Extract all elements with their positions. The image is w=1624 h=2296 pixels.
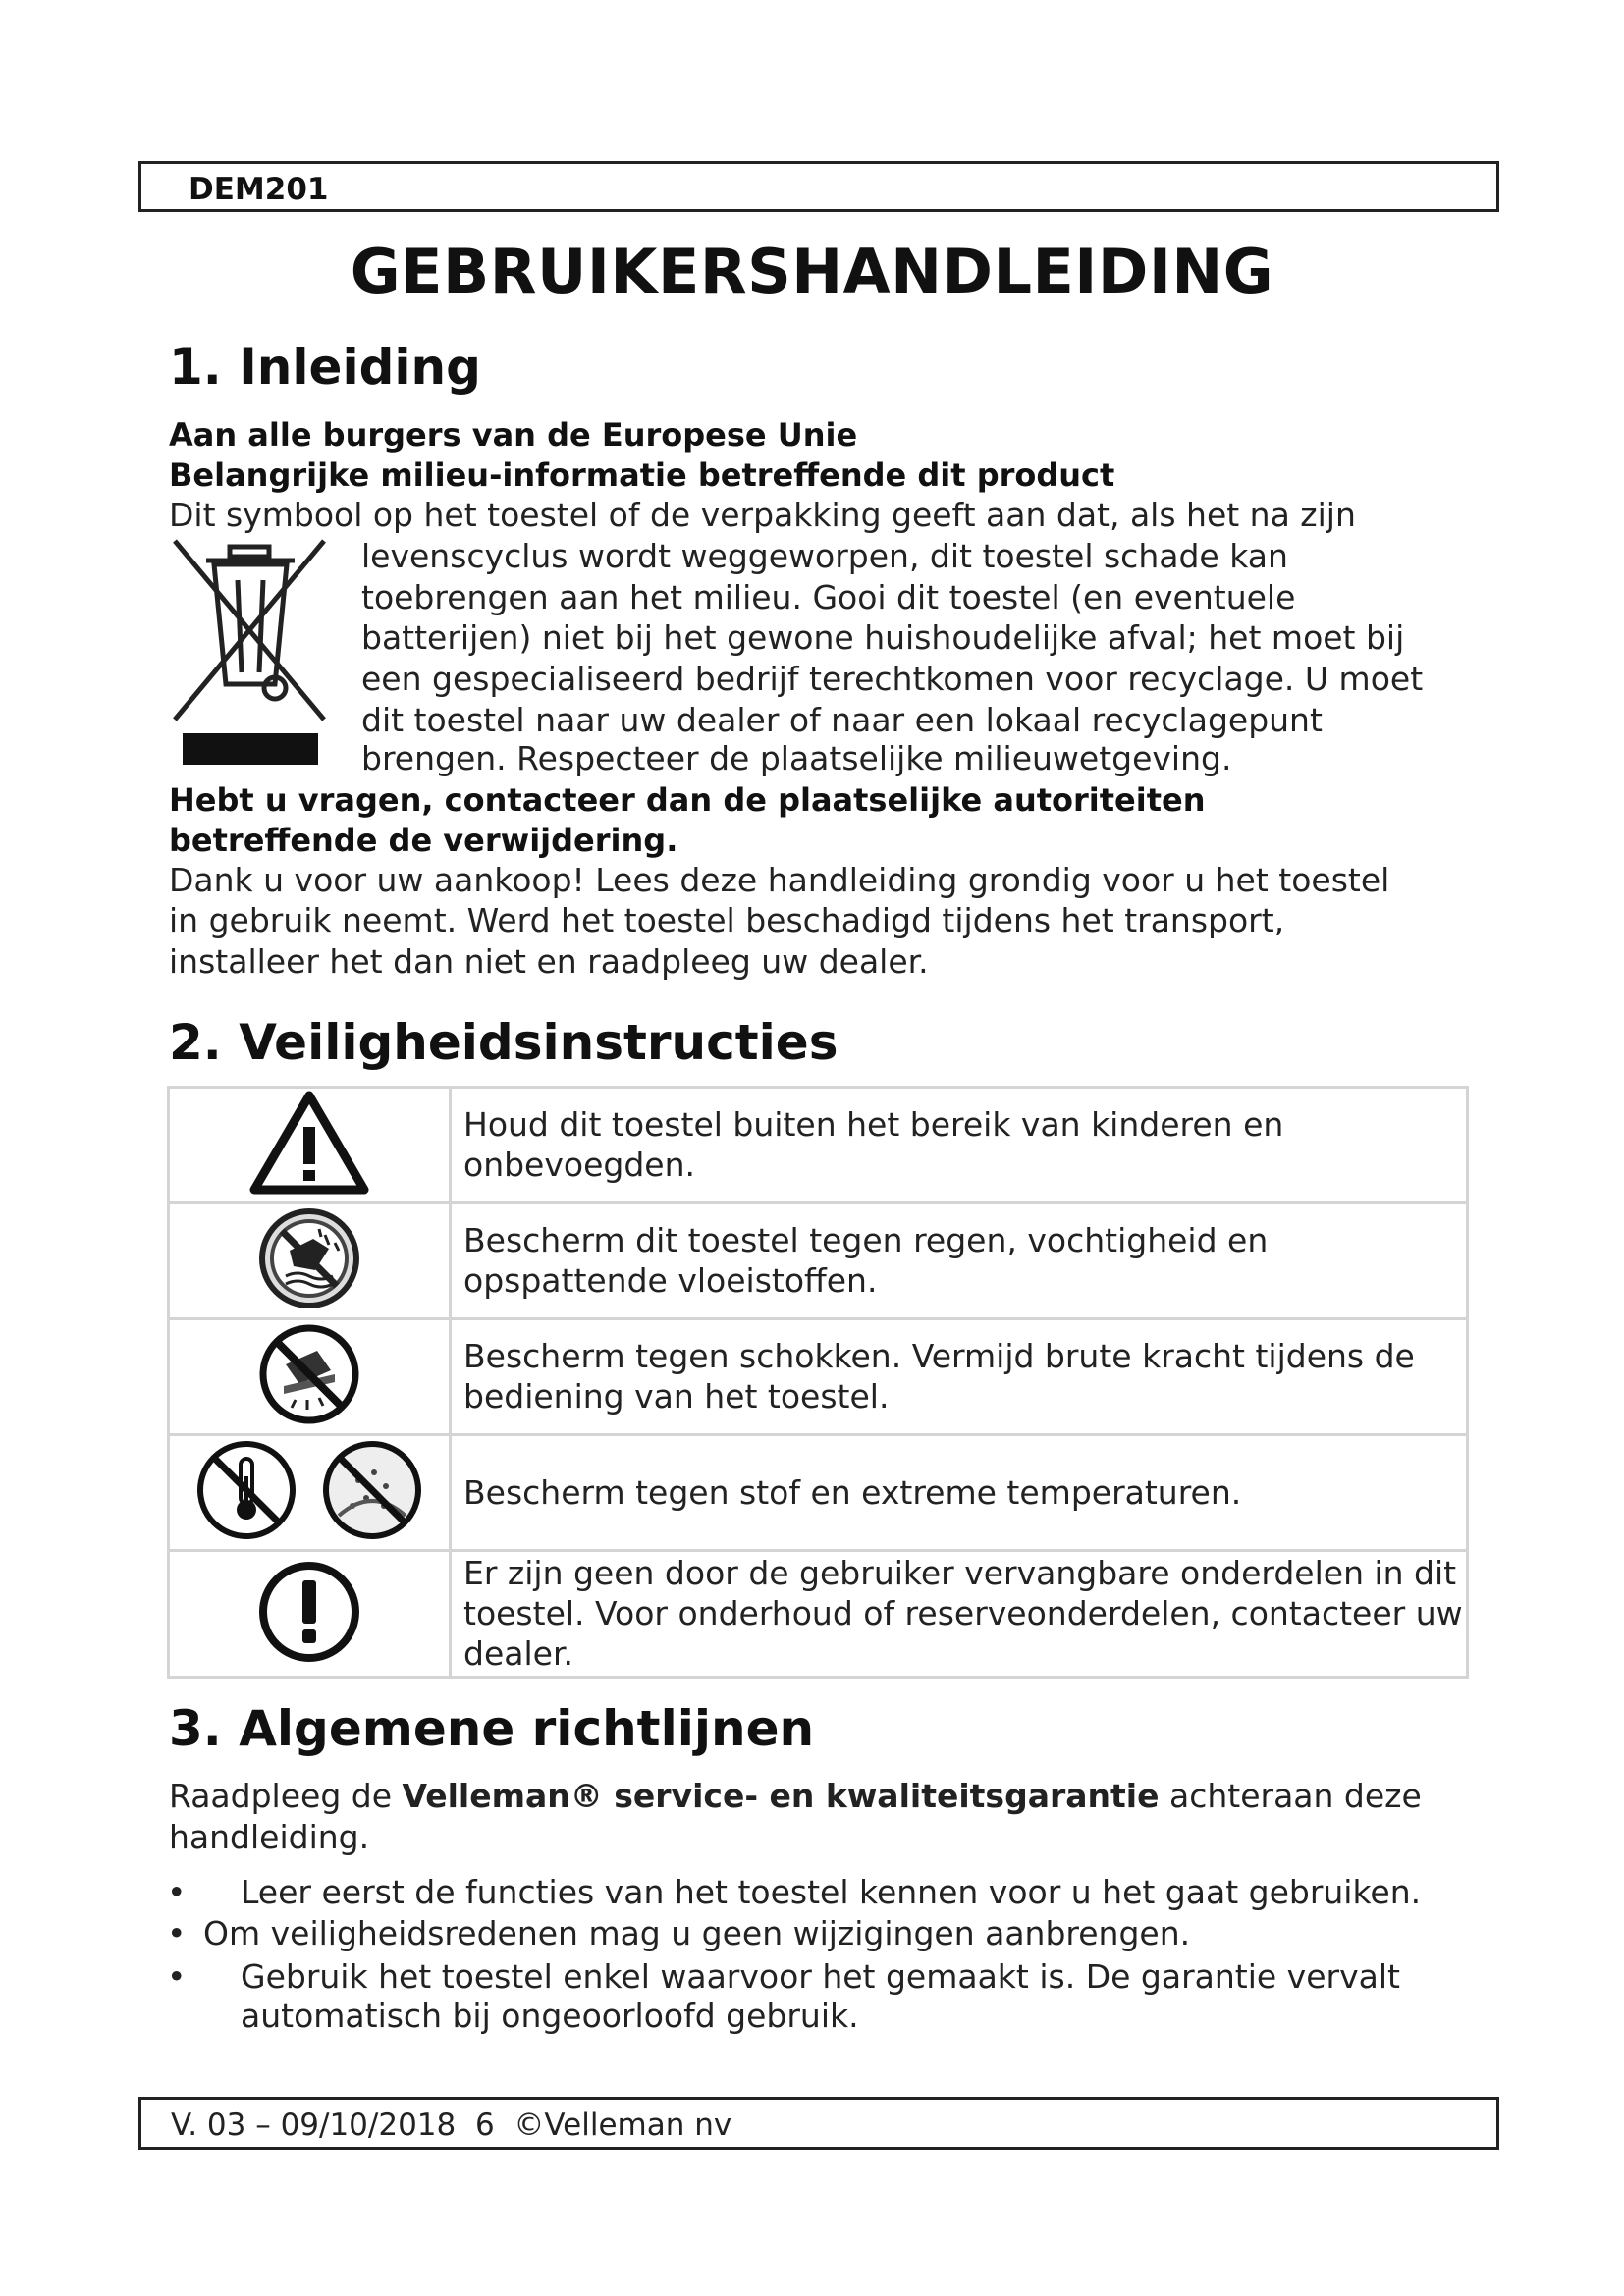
thanks-line-2: in gebruik neemt. Werd het toestel beschadigd tijdens het transport, (169, 901, 1285, 939)
bullet-marker: • (167, 1914, 187, 1952)
section-heading-inleiding: 1. Inleiding (169, 339, 481, 396)
icon-cell (169, 1550, 451, 1677)
table-row (169, 1088, 1468, 1203)
guideline-intro: Raadpleeg de Velleman® service- en kwaliteitsgarantie achteraan deze (169, 1777, 1422, 1815)
bullet-item: Om veiligheidsredenen mag u geen wijzigingen aanbrengen. (203, 1914, 1191, 1952)
thanks-line-3: installeer het dan niet en raadpleeg uw dealer. (169, 942, 929, 981)
wrapped-line-6: brengen. Respecteer de plaatselijke milieuwetgeving. (361, 739, 1232, 777)
eu-citizens-line: Aan alle burgers van de Europese Unie (169, 416, 858, 454)
wrapped-line-3: batterijen) niet bij het gewone huishoudelijke afval; het moet bij (361, 618, 1405, 657)
icon-cell (169, 1088, 451, 1203)
icon-cell (169, 1202, 451, 1318)
wrapped-line-4: een gespecialiseerd bedrijf terechtkomen voor recyclage. U moet (361, 660, 1424, 698)
no-water-icon (256, 1205, 362, 1311)
table-row (169, 1434, 1468, 1550)
warranty-reference: Velleman® service- en kwaliteitsgarantie (402, 1777, 1160, 1815)
environment-info-line: Belangrijke milieu-informatie betreffende dit product (169, 456, 1115, 494)
safety-text: Bescherm tegen stof en extreme temperaturen. (451, 1434, 1468, 1550)
bullet-item: Gebruik het toestel enkel waarvoor het gemaakt is. De garantie vervalt (241, 1957, 1400, 1996)
section-heading-veiligheid: 2. Veiligheidsinstructies (169, 1014, 839, 1071)
warning-triangle-icon (248, 1090, 370, 1196)
contact-line-2: betreffende de verwijdering. (169, 822, 678, 859)
table-row (169, 1318, 1468, 1434)
no-shock-icon (256, 1321, 362, 1427)
footer-text: V. 03 – 09/10/2018 6 ©Velleman nv (171, 2108, 732, 2143)
header-box (138, 161, 1499, 212)
safety-text: Houd dit toestel buiten het bereik van kinderen en onbevoegden. (451, 1088, 1468, 1203)
bullet-marker: • (167, 1873, 187, 1911)
wrapped-line-5: dit toestel naar uw dealer of naar een lokaal recyclagepunt (361, 701, 1323, 739)
weee-bin-icon (169, 537, 330, 731)
guideline-intro-line2: handleiding. (169, 1818, 370, 1856)
safety-text: Bescherm dit toestel tegen regen, vochtigheid en opspattende vloeistoffen. (451, 1202, 1468, 1318)
no-temperature-dust-icon (191, 1437, 427, 1543)
intro-line: Dit symbool op het toestel of de verpakking geeft aan dat, als het na zijn (169, 496, 1356, 534)
bullet-item: Leer eerst de functies van het toestel kennen voor u het gaat gebruiken. (241, 1873, 1422, 1911)
bullet-marker: • (167, 1957, 187, 1996)
contact-line-1: Hebt u vragen, contacteer dan de plaatselijke autoriteiten (169, 781, 1206, 819)
page-title: GEBRUIKERSHANDLEIDING (350, 236, 1274, 307)
thanks-line-1: Dank u voor uw aankoop! Lees deze handleiding grondig voor u het toestel (169, 861, 1390, 899)
wrapped-line-1: levenscyclus wordt weggeworpen, dit toestel schade kan (361, 537, 1288, 575)
footer-box (138, 2097, 1499, 2150)
no-temperature-icon (200, 1444, 293, 1536)
table-row (169, 1202, 1468, 1318)
safety-text: Er zijn geen door de gebruiker vervangbare onderdelen in dit toestel. Voor onderhoud of reserveonderdelen, contacteer uw dealer. (451, 1550, 1468, 1677)
exclamation-circle-icon (256, 1559, 362, 1665)
wrapped-line-2: toebrengen aan het milieu. Gooi dit toestel (en eventuele (361, 578, 1296, 616)
bullet-item-continued: automatisch bij ongeoorloofd gebruik. (241, 1997, 859, 2035)
icon-cell (169, 1434, 451, 1550)
weee-bar-icon (183, 733, 318, 765)
section-heading-richtlijnen: 3. Algemene richtlijnen (169, 1700, 815, 1757)
model-number: DEM201 (189, 172, 329, 207)
icon-cell (169, 1318, 451, 1434)
table-row (169, 1550, 1468, 1677)
safety-text: Bescherm tegen schokken. Vermijd brute kracht tijdens de bediening van het toestel. (451, 1318, 1468, 1434)
no-dust-icon (326, 1444, 418, 1536)
safety-table (167, 1086, 1469, 1679)
